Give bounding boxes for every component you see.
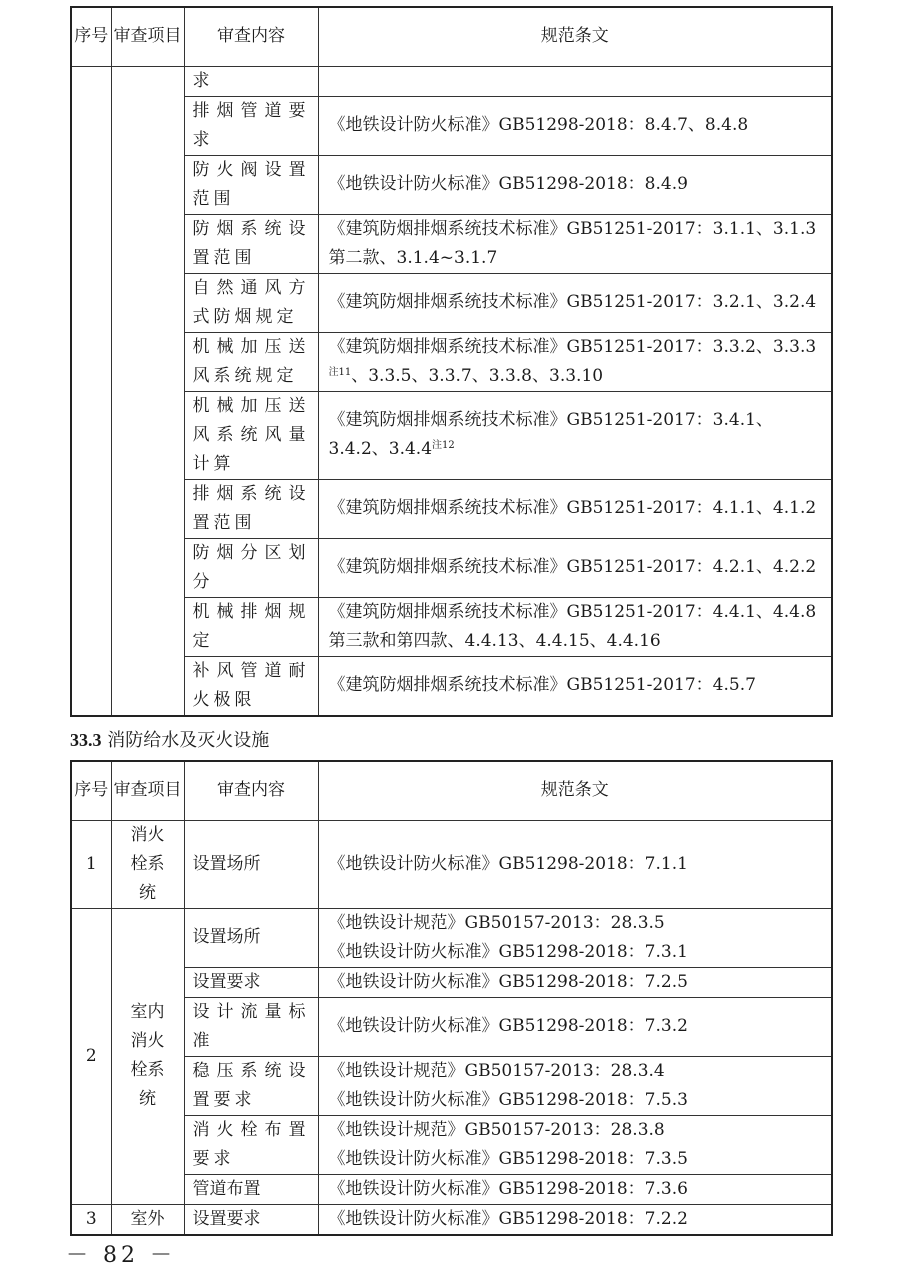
clause-line: 《地铁设计防火标准》GB51298-2018：7.3.5: [328, 1148, 688, 1169]
review-item: 排烟系统设置范围: [184, 479, 318, 538]
fire-review-table-water-supply: [70, 760, 833, 1236]
review-item: 设置场所: [184, 820, 318, 908]
table-row: [71, 1056, 832, 1115]
footnote-mark: 注11: [328, 366, 352, 378]
project-cell: [111, 66, 184, 716]
review-item: 防火阀设置范围: [184, 155, 318, 214]
clause-line: 《地铁设计规范》GB50157-2013：28.3.4: [328, 1060, 665, 1081]
clause-ref: [318, 332, 832, 391]
table-row: [71, 214, 832, 273]
table-row: [71, 155, 832, 214]
clause-ref: [318, 997, 832, 1056]
project-cell: 室内消火栓系统: [111, 908, 184, 1204]
seq-cell: 2: [71, 908, 111, 1204]
header-content: 审查内容: [184, 7, 318, 66]
review-item: 稳压系统设置要求: [184, 1056, 318, 1115]
review-item: 排烟管道要求: [184, 96, 318, 155]
table-header-row: [71, 761, 832, 820]
clause-ref: 《建筑防烟排烟系统技术标准》GB51251-2017：4.5.7: [318, 656, 832, 716]
review-item: 求: [184, 66, 318, 96]
clause-line: 《地铁设计规范》GB50157-2013：28.3.8: [328, 1119, 665, 1140]
review-item: 补风管道耐火极限: [184, 656, 318, 716]
clause-ref: 《建筑防烟排烟系统技术标准》GB51251-2017：4.1.1、4.1.2: [318, 479, 832, 538]
table-row: [71, 273, 832, 332]
page-number: － 82 －: [66, 1243, 176, 1268]
clause-ref: 《地铁设计防火标准》GB51298-2018：8.4.9: [318, 155, 832, 214]
header-project: 审查项目: [111, 7, 184, 66]
review-item: 设置场所: [184, 908, 318, 967]
table-row: [71, 1115, 832, 1174]
table-row: [71, 96, 832, 155]
clause-line: 《地铁设计规范》GB50157-2013：28.3.5: [328, 912, 665, 933]
review-item: 机械排烟规定: [184, 597, 318, 656]
clause-line: 《地铁设计防火标准》GB51298-2018：7.2.5: [328, 971, 688, 992]
table-row: [71, 597, 832, 656]
clause-ref: 《建筑防烟排烟系统技术标准》GB51251-2017：4.4.1、4.4.8第三款和第四款、4.4.13、4.4.15、4.4.16: [318, 597, 832, 656]
review-item: 设置要求: [184, 1204, 318, 1235]
clause-ref: [318, 1115, 832, 1174]
table-row: [71, 656, 832, 716]
seq-cell: 1: [71, 820, 111, 908]
review-item: 设置要求: [184, 967, 318, 997]
review-item: 管道布置: [184, 1174, 318, 1204]
clause-ref: 《建筑防烟排烟系统技术标准》GB51251-2017：3.2.1、3.2.4: [318, 273, 832, 332]
clause-ref: 《建筑防烟排烟系统技术标准》GB51251-2017：4.2.1、4.2.2: [318, 538, 832, 597]
clause-ref: [318, 66, 832, 96]
clause-line: 《地铁设计防火标准》GB51298-2018：7.3.6: [328, 1178, 688, 1199]
table-row: [71, 538, 832, 597]
table-row: [71, 997, 832, 1056]
section-heading: [70, 726, 269, 752]
project-cell: 消火栓系统: [111, 820, 184, 908]
clause-ref: 《建筑防烟排烟系统技术标准》GB51251-2017：3.1.1、3.1.3第二款、3.1.4~3.1.7: [318, 214, 832, 273]
review-item: 防烟分区划分: [184, 538, 318, 597]
table-row: [71, 1174, 832, 1204]
clause-line: 《地铁设计防火标准》GB51298-2018：7.1.1: [328, 853, 688, 874]
header-seq: 序号: [71, 7, 111, 66]
review-item: 消火栓布置要求: [184, 1115, 318, 1174]
clause-text: 《建筑防烟排烟系统技术标准》GB51251-2017：3.3.2、3.3.3: [328, 336, 817, 357]
clause-ref: [318, 967, 832, 997]
clause-ref: [318, 1056, 832, 1115]
header-clause: 规范条文: [318, 761, 832, 820]
clause-line: 《地铁设计防火标准》GB51298-2018：7.3.2: [328, 1016, 688, 1036]
clause-ref: [318, 391, 832, 479]
clause-ref: [318, 908, 832, 967]
footnote-mark: 注12: [432, 439, 455, 451]
seq-cell: [71, 66, 111, 716]
clause-line: 《地铁设计防火标准》GB51298-2018：7.5.3: [328, 1089, 688, 1110]
review-item: 自然通风方式防烟规定: [184, 273, 318, 332]
section-number: 33.3: [70, 730, 102, 750]
table-header-row: [71, 7, 832, 66]
clause-ref: 《地铁设计防火标准》GB51298-2018：8.4.7、8.4.8: [318, 96, 832, 155]
review-item: 防烟系统设置范围: [184, 214, 318, 273]
review-item: 设计流量标准: [184, 997, 318, 1056]
clause-ref: [318, 1204, 832, 1235]
clause-ref: [318, 1174, 832, 1204]
section-title: 消防给水及灭火设施: [107, 730, 270, 751]
header-clause: 规范条文: [318, 7, 832, 66]
header-project: 审查项目: [111, 761, 184, 820]
table-row: [71, 479, 832, 538]
clause-text: 、3.3.5、3.3.7、3.3.8、3.3.10: [351, 365, 604, 386]
clause-line: 《地铁设计防火标准》GB51298-2018：7.2.2: [328, 1208, 688, 1229]
project-cell: 室外: [111, 1204, 184, 1235]
table-row: [71, 820, 832, 908]
clause-text: 《建筑防烟排烟系统技术标准》GB51251-2017：3.4.1、3.4.2、3.4.4: [328, 409, 773, 459]
table-row: [71, 967, 832, 997]
table-row: [71, 391, 832, 479]
table-row: [71, 332, 832, 391]
review-item: 机械加压送风系统风量计算: [184, 391, 318, 479]
header-seq: 序号: [71, 761, 111, 820]
header-content: 审查内容: [184, 761, 318, 820]
clause-line: 《地铁设计防火标准》GB51298-2018：7.3.1: [328, 941, 688, 962]
table-row: [71, 908, 832, 967]
table-row: [71, 66, 832, 96]
table-row: [71, 1204, 832, 1235]
review-item: 机械加压送风系统规定: [184, 332, 318, 391]
seq-cell: 3: [71, 1204, 111, 1235]
clause-ref: [318, 820, 832, 908]
fire-review-table-smoke-control: [70, 6, 833, 717]
